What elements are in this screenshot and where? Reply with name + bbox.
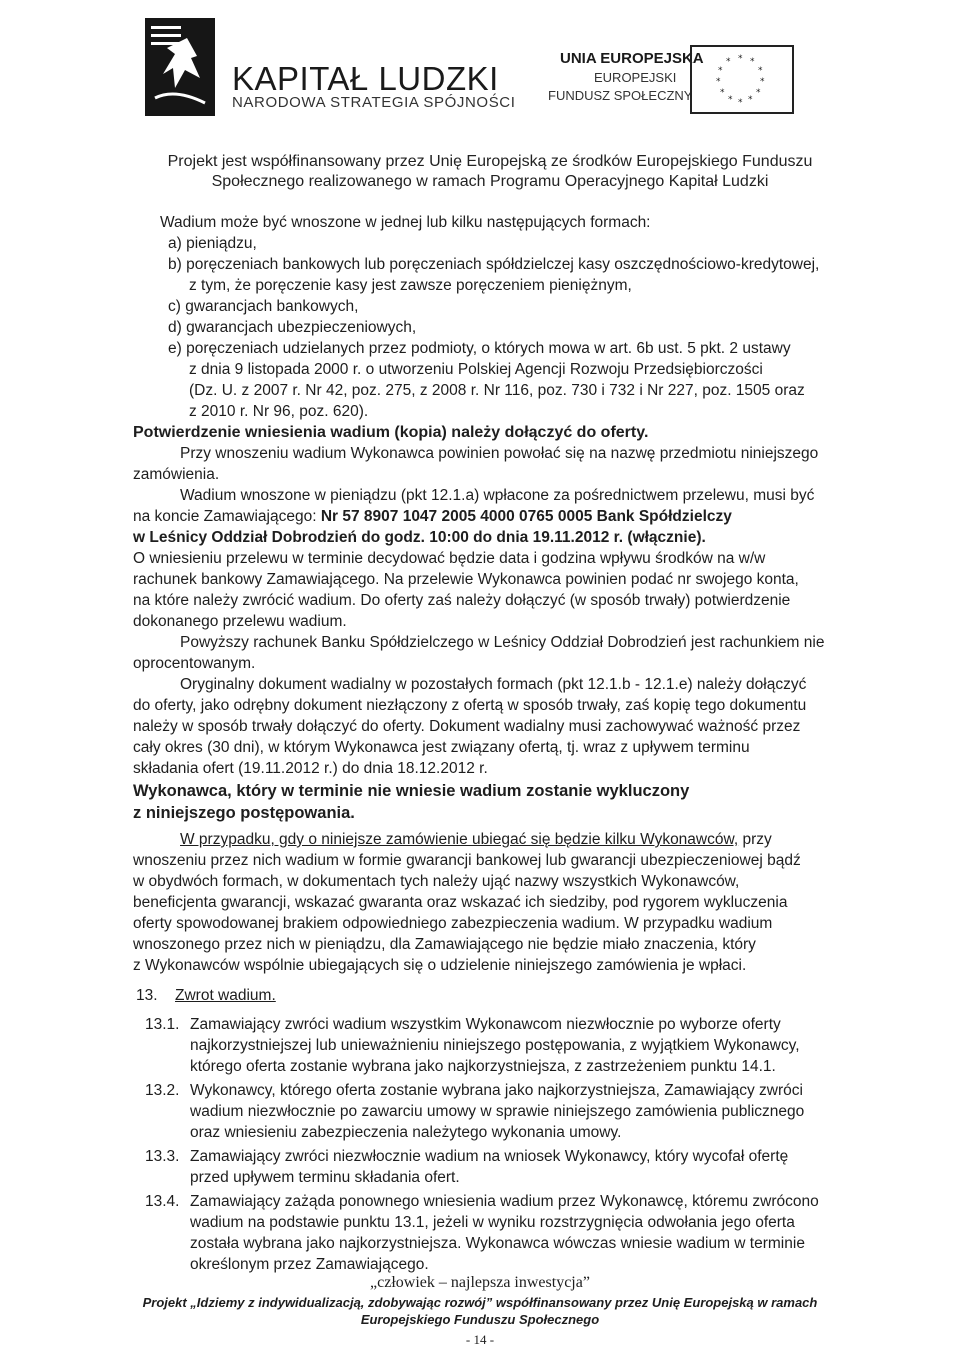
paragraph-line: cały okres (30 dni), w którym Wykonawca jest związany ofertą, tj. wraz z upływem terminu: [133, 739, 750, 756]
paragraph-line: wnoszonego przez nich w pieniądzu, dla Zamawiającego nie będzie miało znaczenia, który: [133, 936, 756, 953]
paragraph-line: zamówienia.: [133, 466, 220, 483]
paragraph-line: beneficjenta gwarancji, wskazać gwaranta oraz wskazać ich siedziby, pod rygorem wykluczenia: [133, 894, 788, 911]
svg-text:*: *: [750, 57, 755, 67]
svg-text:*: *: [726, 57, 731, 67]
svg-text:*: *: [718, 66, 723, 76]
paragraph-line: wnoszeniu przez nich wadium w formie gwarancji bankowej lub gwarancji ubezpieczeniowej bądź: [133, 852, 801, 869]
paragraph-line: na które należy zwrócić wadium. Do oferty zaś należy dołączyć (w sposób trwały) potwierdzenie: [133, 592, 791, 609]
subsection-line: Wykonawcy, którego oferta zostanie wybrana jako najkorzystniejsza, Zamawiający zwróci: [190, 1082, 803, 1099]
exclusion-heading: Wykonawca, który w terminie nie wniesie wadium zostanie wykluczony: [133, 782, 690, 800]
logo-subtitle: NARODOWA STRATEGIA SPÓJNOŚCI: [232, 94, 516, 111]
paragraph-line: oferty spowodowanej brakiem odpowiedniego zabezpieczenia wadium. W przypadku wadium: [133, 915, 773, 932]
paragraph-line: Powyższy rachunek Banku Spółdzielczego w Leśnicy Oddział Dobrodzień jest rachunkiem nie: [180, 634, 825, 651]
paragraph-line: w obydwóch formach, w dokumentach tych należy ująć nazwy wszystkich Wykonawców,: [133, 873, 740, 890]
paragraph-line: [180, 829, 772, 850]
footer-slogan: „człowiek – najlepsza inwestycja”: [370, 1274, 590, 1291]
subsection-number: 13.4.: [145, 1193, 180, 1210]
section-number: 13.: [136, 987, 158, 1004]
svg-text:*: *: [738, 98, 743, 108]
form-item: d) gwarancjach ubezpieczeniowych,: [168, 319, 417, 336]
paragraph-line: składania ofert (19.11.2012 r.) do dnia 18.12.2012 r.: [133, 760, 488, 777]
form-item: a) pieniądzu,: [168, 235, 257, 252]
form-item-continuation: z 2010 r. Nr 96, poz. 620).: [189, 403, 369, 420]
subsection-line: wadium na podstawie punktu 13.1, jeżeli w wyniku rozstrzygnięcia odwołania jego oferta: [190, 1214, 795, 1231]
paragraph-line: O wniesieniu przelewu w terminie decydować będzie data i godzina wpływu środków na w/w: [133, 550, 766, 567]
eu-flag: [690, 45, 794, 114]
wadium-forms-intro: Wadium może być wnoszone w jednej lub kilku następujących formach:: [160, 214, 651, 231]
subsection-line: przed upływem terminu składania ofert.: [190, 1169, 460, 1186]
paragraph-line: Oryginalny dokument wadialny w pozostałych formach (pkt 12.1.b - 12.1.e) należy dołączyć: [180, 676, 807, 693]
paragraph-line: z Wykonawców wspólnie ubiegających się o udzielenie niniejszego zamówienia je wpłaci.: [133, 957, 747, 974]
form-item-continuation: z tym, że poręczenie kasy jest zawsze poręczeniem pieniężnym,: [189, 277, 632, 294]
subsection-line: Zamawiający zwróci niezwłocznie wadium na wniosek Wykonawcy, który wycofał ofertę: [190, 1148, 789, 1165]
bank-account-line: [133, 506, 732, 527]
footer-project-info: [0, 1294, 960, 1328]
kapital-ludzki-logo-mark: [145, 18, 215, 116]
intro-line: Społecznego realizowanego w ramach Programu Operacyjnego Kapitał Ludzki: [211, 173, 769, 190]
form-item-continuation: (Dz. U. z 2007 r. Nr 42, poz. 275, z 2008 r. Nr 116, poz. 730 i 732 i Nr 227, poz. 1505 oraz: [189, 382, 805, 399]
section-title: Zwrot wadium.: [175, 987, 276, 1004]
funding-intro: [140, 152, 840, 192]
paragraph-line: rachunek bankowy Zamawiającego. Na przelewie Wykonawca powinien podać nr swojego konta,: [133, 571, 799, 588]
deadline-line: w Leśnicy Oddział Dobrodzień do godz. 10:00 do dnia 19.11.2012 r. (włącznie).: [133, 529, 706, 546]
kapital-ludzki-emblem-icon: [145, 18, 215, 116]
form-item: b) poręczeniach bankowych lub poręczeniach spółdzielczej kasy oszczędnościowo-kredytowej,: [168, 256, 820, 273]
footer-project-line: Europejskiego Funduszu Społecznego: [360, 1312, 600, 1327]
eu-stars-icon: [692, 47, 792, 112]
paragraph-line: Przy wnoszeniu wadium Wykonawca powinien powołać się na nazwę przedmiotu niniejszego: [180, 445, 819, 462]
subsection-line: Zamawiający zwróci wadium wszystkim Wykonawcom niezwłocznie po wyborze oferty: [190, 1016, 781, 1033]
paragraph-line: do oferty, jako odrębny dokument niezłączony z ofertą w sposób trwały, zaś kopię tego dokumentu: [133, 697, 807, 714]
svg-text:*: *: [728, 95, 733, 105]
svg-text:*: *: [720, 88, 725, 98]
svg-text:*: *: [738, 54, 743, 64]
underlined-text: W przypadku, gdy o niniejsze zamówienie ubiegać się będzie kilku Wykonawców,: [180, 831, 739, 848]
paragraph-line: należy w sposób trwały dołączyć do oferty. Dokument wadialny musi zachowywać ważność przez: [133, 718, 801, 735]
paragraph-line: oprocentowanym.: [133, 655, 256, 672]
confirmation-heading: Potwierdzenie wniesienia wadium (kopia) należy dołączyć do oferty.: [133, 424, 649, 441]
eu-label-union: UNIA EUROPEJSKA: [560, 50, 704, 67]
form-item-continuation: z dnia 9 listopada 2000 r. o utworzeniu Polskiej Agencji Rozwoju Przedsiębiorczości: [189, 361, 763, 378]
subsection-number: 13.1.: [145, 1016, 180, 1033]
footer-project-line: Projekt „Idziemy z indywidualizacją, zdobywając rozwój” współfinansowany przez Unię Europejską w ramach: [142, 1295, 818, 1310]
bank-account-number: Nr 57 8907 1047 2005 4000 0765 0005 Bank Spółdzielczy: [320, 508, 732, 525]
page-number: - 14 -: [465, 1332, 495, 1347]
subsection-line: Zamawiający zażąda ponownego wniesienia wadium przez Wykonawcę, któremu zwrócono: [190, 1193, 819, 1210]
subsection-line: została wybrana jako najkorzystniejsza. Wykonawca wówczas wniesie wadium w terminie: [190, 1235, 805, 1252]
subsection-line: którego oferta zostanie wybrana jako najkorzystniejsza, z zastrzeżeniem punktu 14.1.: [190, 1058, 776, 1075]
svg-text:*: *: [756, 88, 761, 98]
logo-title: KAPITAŁ LUDZKI: [232, 60, 499, 97]
subsection-number: 13.3.: [145, 1148, 180, 1165]
form-item: e) poręczeniach udzielanych przez podmioty, o których mowa w art. 6b ust. 5 pkt. 2 ustawy: [168, 340, 791, 357]
eu-label-social-fund: FUNDUSZ SPOŁECZNY: [548, 88, 693, 103]
subsection-number: 13.2.: [145, 1082, 180, 1099]
eu-label-european: EUROPEJSKI: [594, 70, 677, 85]
exclusion-heading: z niniejszego postępowania.: [133, 804, 355, 822]
subsection-line: najkorzystniejszej lub unieważnieniu niniejszego postępowania, z wyjątkiem Wykonawcy,: [190, 1037, 800, 1054]
paragraph-line: dokonanego przelewu wadium.: [133, 613, 347, 630]
paragraph-line: Wadium wnoszone w pieniądzu (pkt 12.1.a) wpłacone za pośrednictwem przelewu, musi być: [180, 487, 815, 504]
paragraph-text: na koncie Zamawiającego:: [133, 508, 321, 525]
svg-text:*: *: [760, 77, 765, 87]
form-item: c) gwarancjach bankowych,: [168, 298, 359, 315]
paragraph-text: przy: [738, 831, 772, 848]
svg-text:*: *: [758, 66, 763, 76]
subsection-line: oraz wniesieniu zabezpieczenia należytego wykonania umowy.: [190, 1124, 622, 1141]
intro-line: Projekt jest współfinansowany przez Unię Europejską ze środków Europejskiego Funduszu: [167, 153, 813, 170]
subsection-line: określonym przez Zamawiającego.: [190, 1256, 429, 1273]
subsection-line: wadium niezwłocznie po zawarciu umowy w sprawie niniejszego zamówienia publicznego: [190, 1103, 805, 1120]
svg-text:*: *: [748, 95, 753, 105]
svg-text:*: *: [716, 77, 721, 87]
